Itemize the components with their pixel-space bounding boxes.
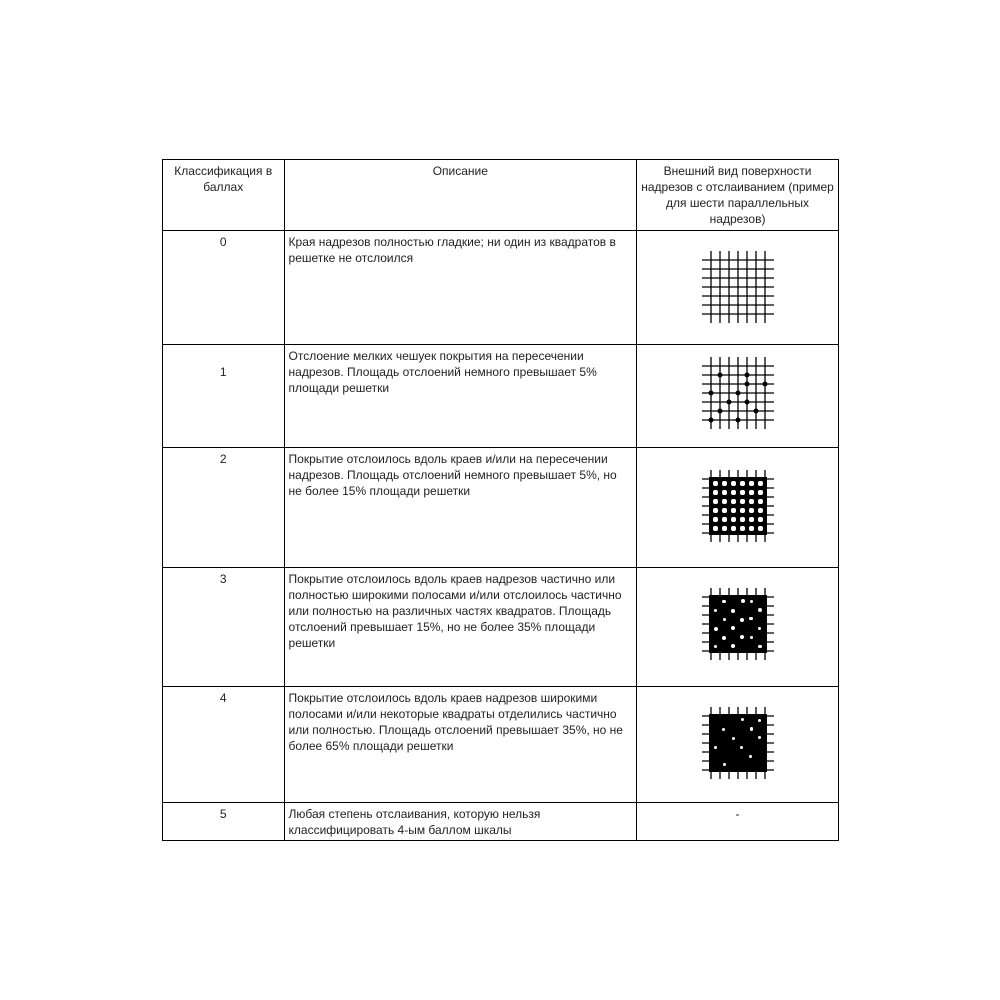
description-cell: Покрытие отслоилось вдоль краев и/или на пересечении надрезов. Площадь отслоений немного превышает 5%, но не более 15% площади решетки bbox=[284, 448, 637, 568]
description-cell: Любая степень отслаивания, которую нельзя классифицировать 4-ым баллом шкалы bbox=[284, 803, 637, 841]
table-row bbox=[163, 345, 839, 448]
no-figure-dash: - bbox=[735, 807, 740, 821]
figure-cell bbox=[637, 803, 839, 841]
classification-table bbox=[162, 159, 839, 841]
figure-cell bbox=[637, 345, 839, 448]
description-cell: Отслоение мелких чешуек покрытия на пересечении надрезов. Площадь отслоений немного превышает 5% площади решетки bbox=[284, 345, 637, 448]
header-description: Описание bbox=[284, 160, 637, 231]
figure-cell bbox=[637, 231, 839, 345]
figure-cell bbox=[637, 568, 839, 687]
figure-cell bbox=[637, 687, 839, 803]
grid-score-0-figure bbox=[702, 251, 774, 323]
score-cell: 1 bbox=[163, 345, 285, 448]
table-row bbox=[163, 448, 839, 568]
description-cell: Покрытие отслоилось вдоль краев надрезов частично или полностью широкими полосами и/или отслоилось частично или полностью на различных частях квадратов. Площадь отслоений превышает 15%, но не более 35% площади решетки bbox=[284, 568, 637, 687]
table-row bbox=[163, 687, 839, 803]
table-row bbox=[163, 231, 839, 345]
header-row bbox=[163, 160, 839, 231]
table-row bbox=[163, 803, 839, 841]
table-row bbox=[163, 568, 839, 687]
grid-score-1-figure bbox=[702, 357, 774, 429]
score-cell: 0 bbox=[163, 231, 285, 345]
figure-cell bbox=[637, 448, 839, 568]
score-cell: 4 bbox=[163, 687, 285, 803]
header-appearance: Внешний вид поверхности надрезов с отслаиванием (пример для шести параллельных надрезов) bbox=[637, 160, 839, 231]
score-cell: 3 bbox=[163, 568, 285, 687]
grid-score-2-figure bbox=[702, 470, 774, 542]
description-cell: Покрытие отслоилось вдоль краев надрезов широкими полосами и/или некоторые квадраты отделились частично или полностью. Площадь отслоений превышает 35%, но не более 65% площади решетки bbox=[284, 687, 637, 803]
grid-score-4-figure bbox=[702, 707, 774, 779]
header-score: Классификация в баллах bbox=[163, 160, 285, 231]
description-cell: Края надрезов полностью гладкие; ни один из квадратов в решетке не отслоился bbox=[284, 231, 637, 345]
grid-score-3-figure bbox=[702, 588, 774, 660]
score-cell: 2 bbox=[163, 448, 285, 568]
score-cell: 5 bbox=[163, 803, 285, 841]
